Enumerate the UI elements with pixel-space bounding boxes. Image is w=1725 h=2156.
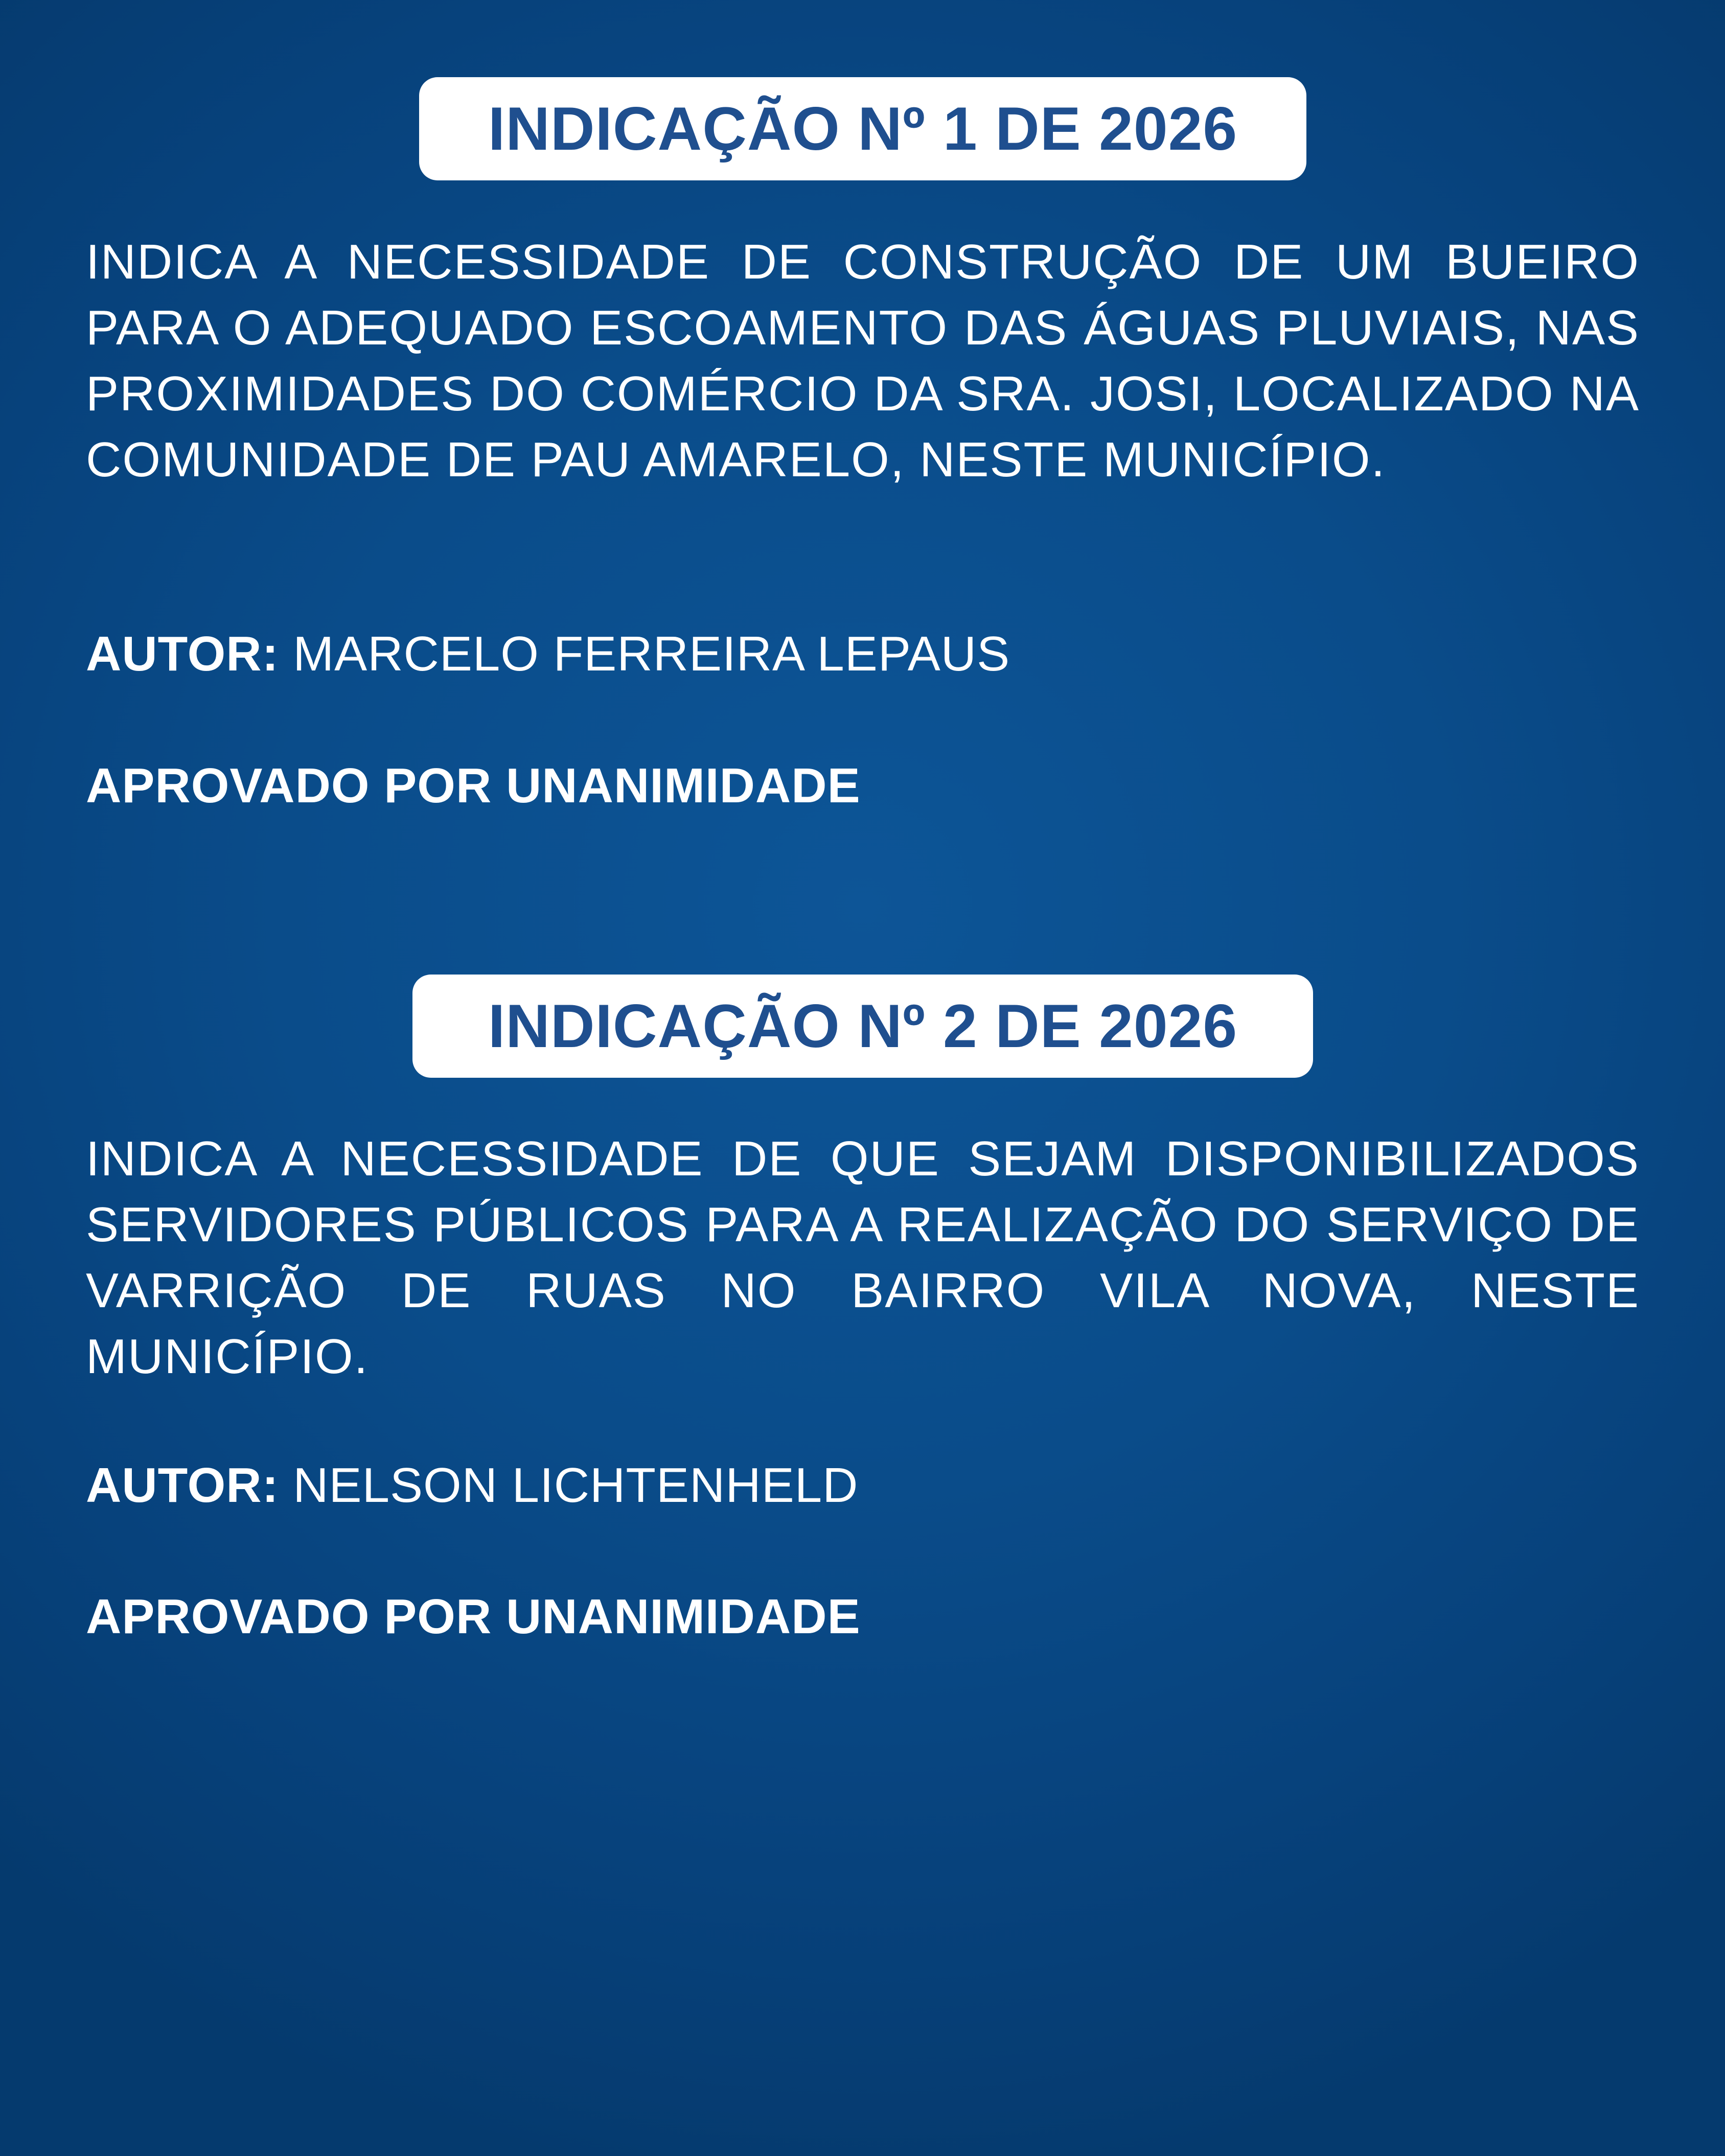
indicacao-1-title: INDICAÇÃO Nº 1 DE 2026 bbox=[488, 95, 1238, 163]
indicacao-2-author-name: NELSON LICHTENHELD bbox=[293, 1458, 859, 1513]
indicacao-2-description: INDICA A NECESSIDADE DE QUE SEJAM DISPONIBILIZADOS SERVIDORES PÚBLICOS PARA A REALIZAÇÃO DO SERVIÇO DE VARRIÇÃO DE RUAS NO BAIRRO VILA NOVA, NESTE MUNICÍPIO. bbox=[86, 1131, 1640, 1384]
indicacao-2-title-badge bbox=[412, 975, 1313, 1078]
indicacao-2-author bbox=[86, 1452, 858, 1518]
indicacao-2-author-label: AUTOR: bbox=[86, 1458, 279, 1513]
indicacao-1-status: APROVADO POR UNANIMIDADE bbox=[86, 758, 861, 813]
indicacao-1-author bbox=[86, 621, 1010, 687]
indicacao-2-title: INDICAÇÃO Nº 2 DE 2026 bbox=[488, 992, 1238, 1060]
indicacao-1-author-name: MARCELO FERREIRA LEPAUS bbox=[293, 627, 1010, 681]
indicacao-1-description: INDICA A NECESSIDADE DE CONSTRUÇÃO DE UM BUEIRO PARA O ADEQUADO ESCOAMENTO DAS ÁGUAS PLUVIAIS, NAS PROXIMIDADES DO COMÉRCIO DA SRA. JOSI, LOCALIZADO NA COMUNIDADE DE PAU AMARELO, NESTE MUNICÍPIO. bbox=[86, 235, 1640, 487]
indicacao-2-status: APROVADO POR UNANIMIDADE bbox=[86, 1589, 861, 1644]
indicacao-1-author-label: AUTOR: bbox=[86, 627, 279, 681]
indicacao-1-title-badge bbox=[419, 77, 1306, 180]
